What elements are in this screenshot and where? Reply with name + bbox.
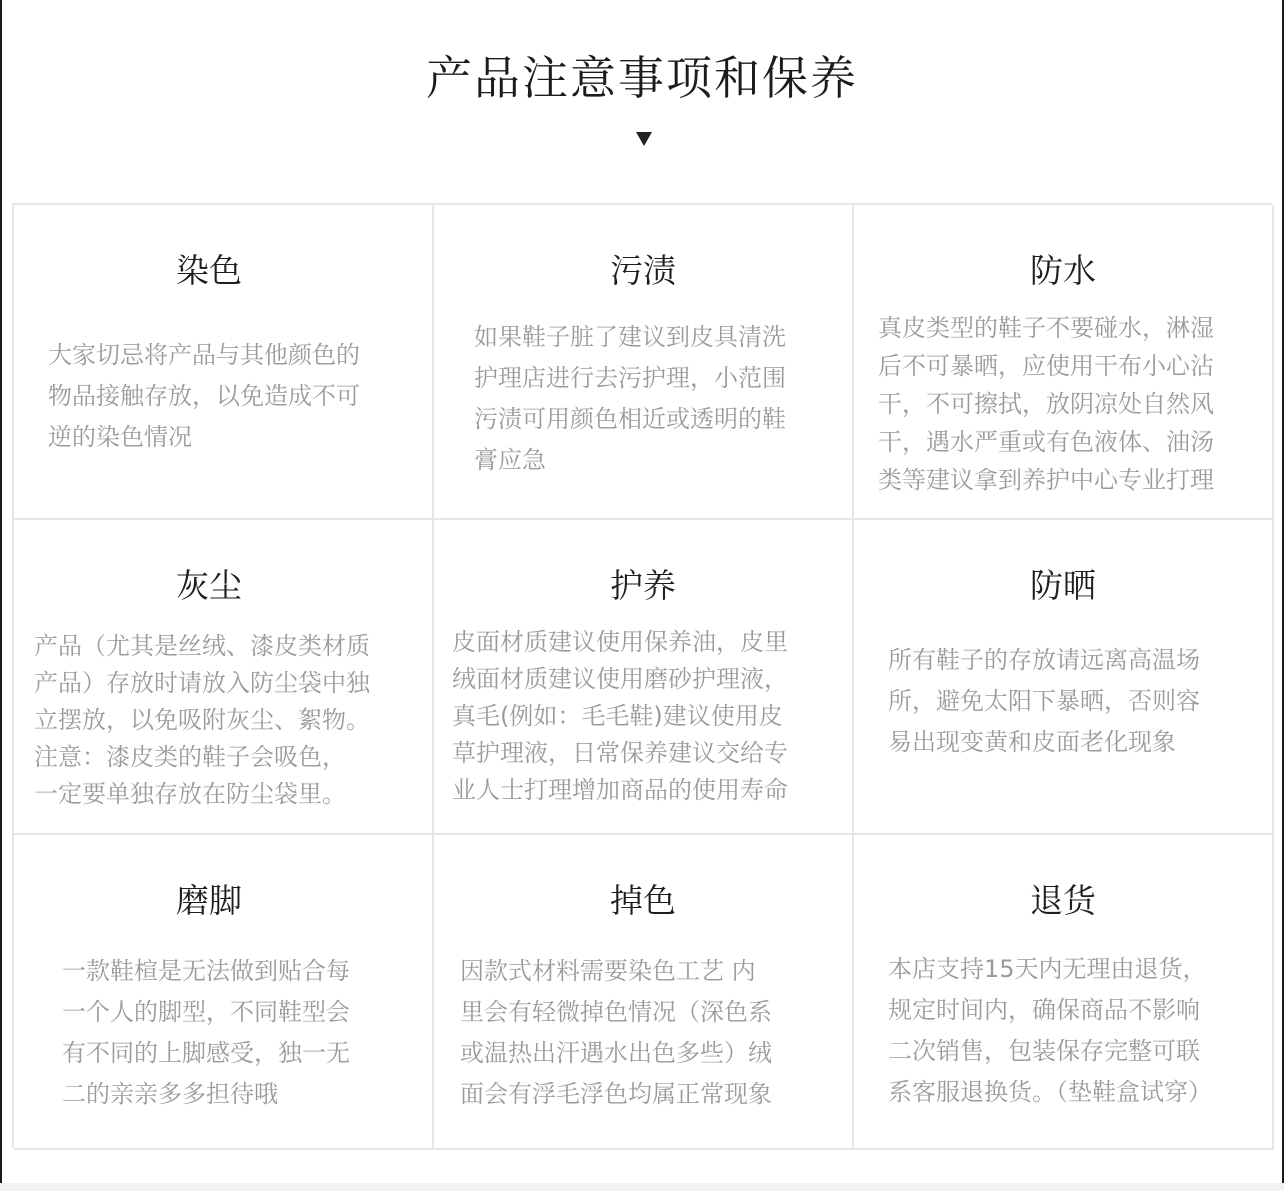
card-text: 皮面材质建议使用保养油，皮里 绒面材质建议使用磨砂护理液， 真毛(例如：毛毛鞋)建议使用皮 草护理液，日常保养建议交给专 业人士打理增加商品的使用寿命: [452, 628, 788, 804]
card-heading: 掉色: [610, 881, 676, 920]
care-card-chafing: [14, 835, 434, 1150]
care-card-sun-protection: [854, 520, 1274, 835]
card-heading: 护养: [610, 566, 676, 605]
card-heading: 灰尘: [176, 566, 242, 605]
card-heading: 防晒: [1030, 566, 1096, 605]
card-heading: 防水: [1030, 251, 1096, 290]
card-heading: 退货: [1030, 881, 1096, 920]
care-card-color-fading: [434, 835, 854, 1150]
page-title: 产品注意事项和保养: [426, 51, 858, 105]
care-card-maintenance: [434, 520, 854, 835]
care-notes-grid: [12, 203, 1272, 1148]
card-text: 大家切忌将产品与其他颜色的 物品接触存放，以免造成不可 逆的染色情况: [48, 341, 360, 451]
card-heading: 染色: [176, 251, 242, 290]
care-card-waterproof: [854, 205, 1274, 520]
card-text: 真皮类型的鞋子不要碰水，淋湿 后不可暴晒，应使用干布小心沾 干，不可擦拭，放阴凉处自然风 干，遇水严重或有色液体、油汤 类等建议拿到养护中心专业打理: [878, 314, 1214, 494]
card-text: 本店支持15天内无理由退货， 规定时间内，确保商品不影响 二次销售，包装保存完整可联 系客服退换货。（垫鞋盒试穿）: [888, 955, 1212, 1106]
care-card-dyeing: [14, 205, 434, 520]
card-text: 所有鞋子的存放请远离高温场 所，避免太阳下暴晒，否则容 易出现变黄和皮面老化现象: [888, 646, 1200, 756]
card-text: 产品（尤其是丝绒、漆皮类材质 产品）存放时请放入防尘袋中独 立摆放，以免吸附灰尘、絮物。 注意：漆皮类的鞋子会吸色， 一定要单独存放在防尘袋里。: [34, 632, 370, 808]
care-card-dust: [14, 520, 434, 835]
card-heading: 污渍: [610, 251, 676, 290]
card-heading: 磨脚: [176, 881, 242, 920]
card-text: 如果鞋子脏了建议到皮具清洗 护理店进行去污护理，小范围 污渍可用颜色相近或透明的鞋 膏应急: [474, 323, 786, 474]
card-text: 因款式材料需要染色工艺 内 里会有轻微掉色情况（深色系 或温热出汗遇水出色多些）绒 面会有浮毛浮色均属正常现象: [460, 957, 772, 1108]
care-card-returns: [854, 835, 1274, 1150]
bottom-strip: [0, 1183, 1284, 1191]
down-triangle-icon: [636, 132, 652, 146]
card-text: 一款鞋楦是无法做到贴合每 一个人的脚型，不同鞋型会 有不同的上脚感受，独一无 二的亲亲多多担待哦: [62, 957, 350, 1108]
care-card-stains: [434, 205, 854, 520]
